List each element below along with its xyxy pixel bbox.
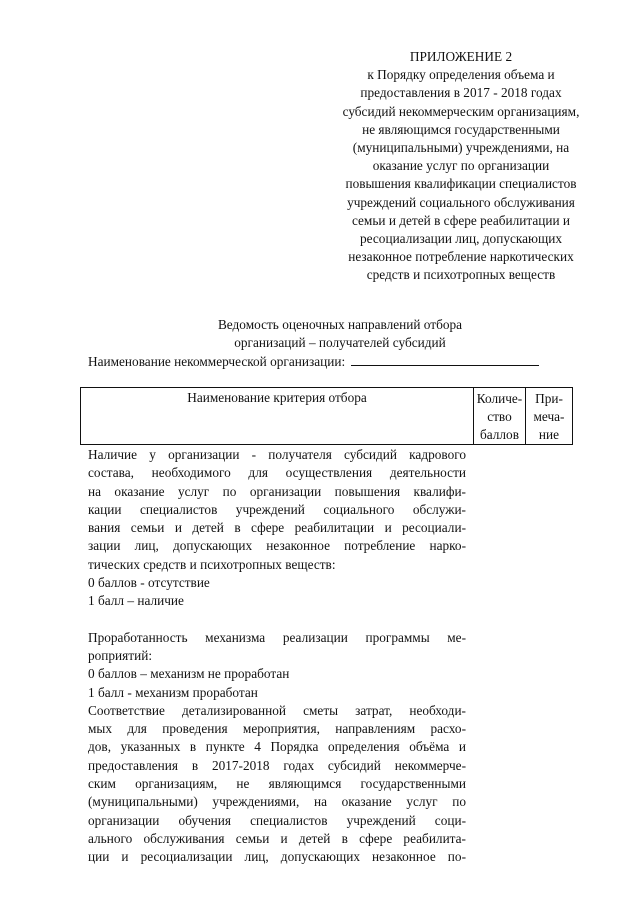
appendix-line: субсидий некоммерческим организациям, — [342, 103, 580, 119]
appendix-line: незаконное потребление наркотических — [348, 249, 574, 265]
paragraph-line: тических средств и психотропных веществ: — [88, 556, 336, 572]
column-header-points-line: Количе- — [476, 391, 523, 406]
column-header-note-line: ние — [538, 427, 560, 442]
paragraph-line: состава, необходимого для осуществления деятельности — [88, 465, 466, 481]
paragraph-line: Соответствие детализированной сметы затрат, необходи- — [88, 702, 466, 718]
paragraph-gap — [88, 611, 466, 629]
paragraph-line: (муниципальными) учреждениями, на оказание услуг по — [88, 794, 466, 810]
score-option: 0 баллов – механизм не проработан — [88, 666, 290, 682]
appendix-line: к Порядку определения объема и — [367, 67, 555, 83]
paragraph-line: на оказание услуг по организации повышения квалифи- — [88, 483, 466, 499]
paragraph-line: кации специалистов учреждений социального обслужи- — [88, 501, 466, 517]
appendix-line: не являющимся государственными — [362, 121, 560, 137]
paragraph-line: вания семьи и детей в сфере реабилитации и ресоциали- — [88, 520, 466, 536]
paragraph-line: ального обслуживания семьи и детей в сфере реабилита- — [88, 830, 466, 846]
score-option: 0 баллов - отсутствие — [88, 575, 210, 591]
column-header-criterion: Наименование критерия отбора — [81, 388, 474, 445]
score-option: 1 балл - механизм проработан — [88, 684, 258, 700]
paragraph-line: Наличие у организации - получателя субсидий кадрового — [88, 447, 466, 462]
criteria-list — [88, 446, 466, 867]
paragraph-line: ции и ресоциализации лиц, допускающих незаконное по- — [88, 849, 466, 865]
appendix-line: средств и психотропных веществ — [366, 267, 556, 283]
appendix-line: (муниципальными) учреждениями, на — [352, 140, 570, 156]
document-title-line: организаций – получателей субсидий — [234, 335, 446, 350]
document-title — [140, 316, 540, 352]
column-header-points-line: ство — [487, 409, 512, 424]
criterion-mechanism — [88, 629, 466, 702]
appendix-line: предоставления в 2017 - 2018 годах — [360, 85, 562, 101]
column-header-points — [474, 388, 526, 445]
appendix-line: оказание услуг по организации — [372, 158, 550, 174]
column-header-note-line: При- — [535, 391, 563, 406]
paragraph-line: организации обучения специалистов учреждений соци- — [88, 812, 466, 828]
criterion-staff — [88, 446, 466, 611]
column-header-note-line: меча- — [533, 409, 565, 424]
appendix-line: ресоциализации лиц, допускающих — [360, 231, 562, 247]
criterion-estimate — [88, 702, 466, 867]
criteria-table-header — [80, 387, 573, 445]
paragraph-line: дов, указанных в пункте 4 Порядка определения объёма и — [88, 739, 466, 755]
score-option: 1 балл – наличие — [88, 593, 184, 609]
paragraph-line: предоставления в 2017-2018 годах субсидий некоммерче- — [88, 757, 466, 773]
column-header-points-line: баллов — [480, 427, 519, 442]
paragraph-line: зации лиц, допускающих незаконное потребление нарко- — [88, 538, 466, 554]
organization-name-label: Наименование некоммерческой организации: — [88, 354, 346, 369]
table-header-row — [81, 388, 573, 445]
appendix-title: ПРИЛОЖЕНИЕ 2 — [409, 49, 513, 64]
paragraph-line: роприятий: — [88, 647, 153, 663]
appendix-line: повышения квалификации специалистов — [345, 176, 577, 192]
organization-name-blank-line — [351, 353, 539, 366]
paragraph-line: ским организациям, не являющимся государственными — [88, 776, 466, 792]
appendix-line: учреждений социального обслуживания — [347, 194, 575, 210]
appendix-header — [316, 48, 606, 285]
appendix-line: семьи и детей в сфере реабилитации и — [351, 212, 571, 228]
document-title-line: Ведомость оценочных направлений отбора — [217, 317, 463, 332]
paragraph-line: Проработанность механизма реализации программы ме- — [88, 629, 466, 645]
organization-name-row — [88, 353, 598, 371]
column-header-note — [526, 388, 573, 445]
paragraph-line: мых для проведения мероприятия, направлениям расхо- — [88, 721, 466, 737]
